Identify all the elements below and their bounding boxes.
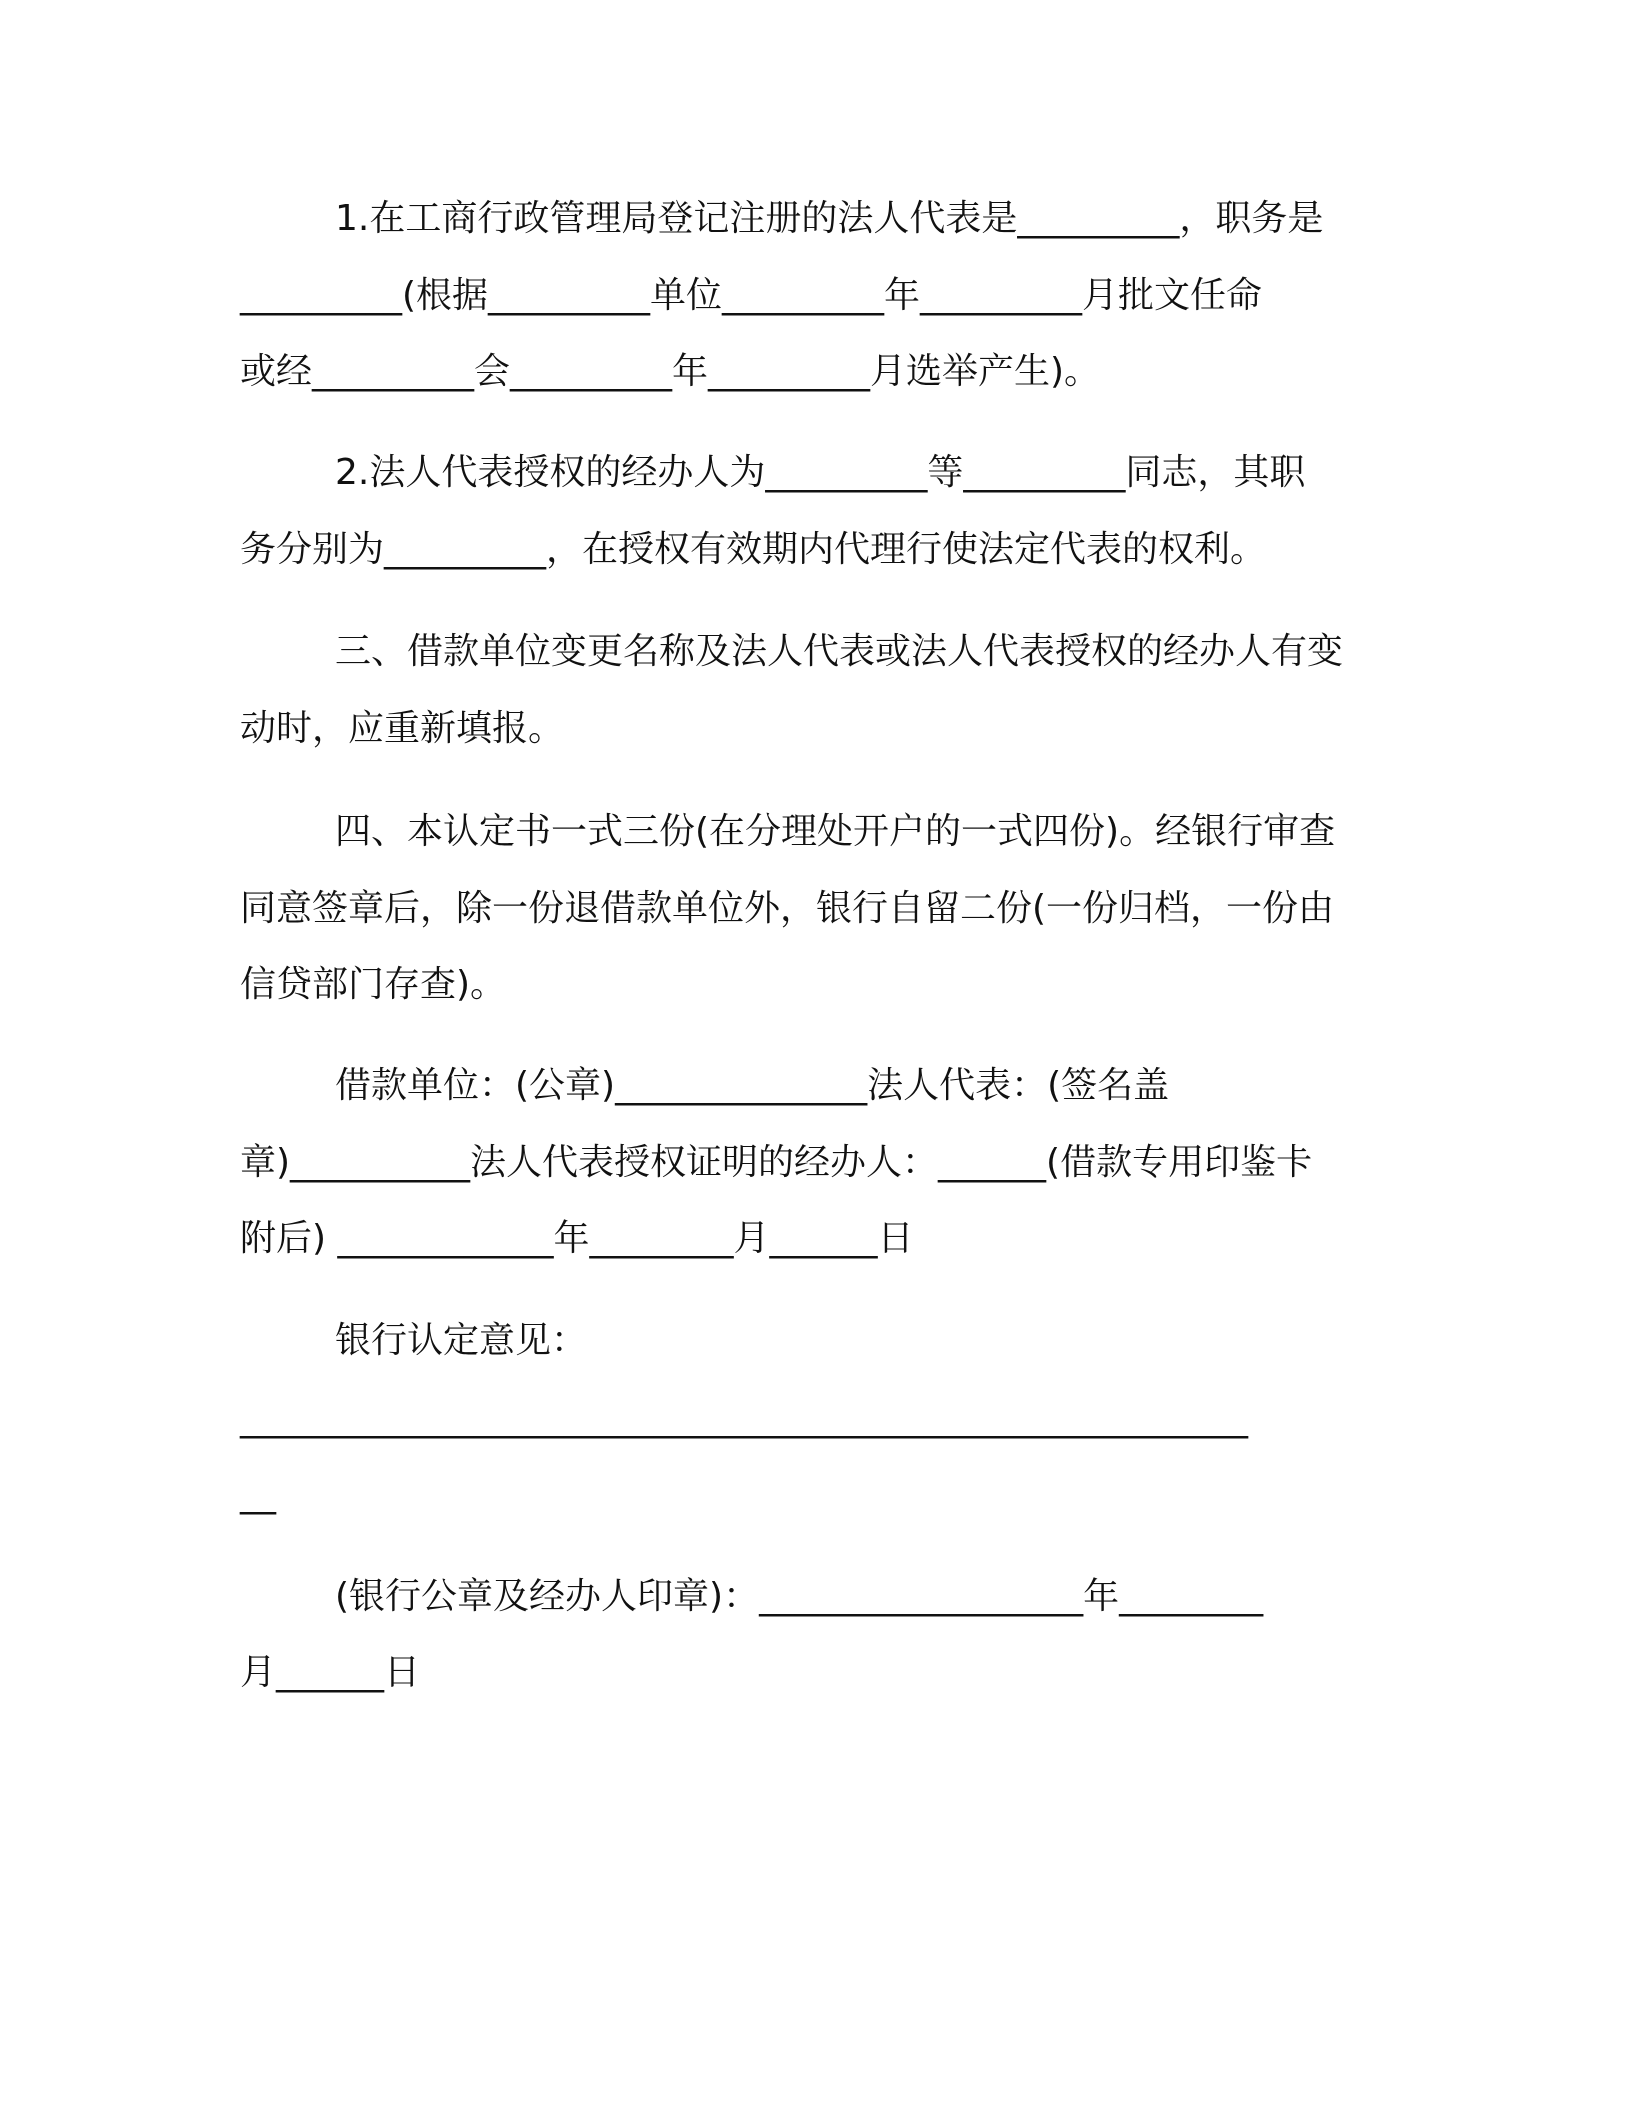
bank-opinion-blank-line: ________________________________________________________	[240, 1398, 1248, 1439]
clause-1-line-1: 1.在工商行政管理局登记注册的法人代表是_________，职务是	[335, 198, 1324, 239]
clause-3-line-1: 三、借款单位变更名称及法人代表或法人代表授权的经办人有变	[335, 631, 1344, 672]
bank-opinion-label: 银行认定意见：	[335, 1320, 588, 1361]
clause-3-line-2: 动时，应重新填报。	[240, 708, 565, 749]
clause-2-line-1: 2.法人代表授权的经办人为_________等_________同志，其职	[335, 452, 1306, 493]
signature-date-line: 附后) ____________年________月______日	[240, 1218, 914, 1259]
signature-line-1: 借款单位：(公章)______________法人代表：(签名盖	[335, 1065, 1170, 1106]
clause-4-line-2: 同意签章后，除一份退借款单位外，银行自留二份(一份归档，一份由	[240, 888, 1335, 929]
bank-seal-line: (银行公章及经办人印章)：__________________年________	[335, 1576, 1264, 1617]
bank-seal-date-line: 月______日	[240, 1652, 421, 1693]
clause-2-line-2: 务分别为_________，在授权有效期内代理行使法定代表的权利。	[240, 529, 1267, 570]
signature-line-2: 章)__________法人代表授权证明的经办人：______(借款专用印鉴卡	[240, 1142, 1313, 1183]
clause-1-line-3: 或经_________会_________年_________月选举产生)。	[240, 351, 1101, 392]
clause-4-line-1: 四、本认定书一式三份(在分理处开户的一式四份)。经银行审查	[335, 811, 1336, 852]
bank-opinion-blank-tail: __	[240, 1474, 276, 1515]
clause-4-line-3: 信贷部门存查)。	[240, 964, 507, 1005]
clause-1-line-2: _________(根据_________单位_________年_________月批文任命	[240, 275, 1263, 316]
